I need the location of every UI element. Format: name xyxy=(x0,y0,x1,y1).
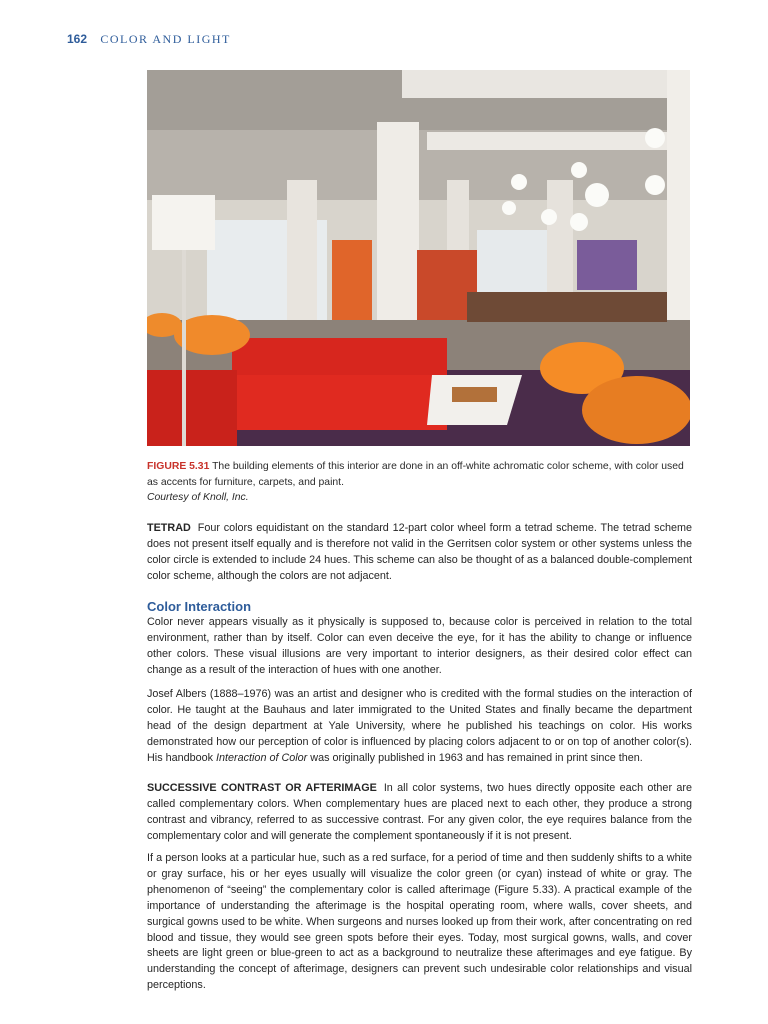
color-interaction-paragraph-2 xyxy=(147,687,692,767)
successive-contrast-lead: SUCCESSIVE CONTRAST OR AFTERIMAGE xyxy=(147,782,377,794)
afterimage-paragraph xyxy=(147,851,692,994)
albers-text-start: Josef Albers (1888–1976) was an artist and designer who is credited with the formal studies on the interaction of color. He taught at the Bauhaus and later immigrated to the United States and finally became the department head of the design department at Yale University, where he published his teachings on color. His works demonstrated how our perception of color is influenced by placing colors adjacent to or on top of another color(s). His handbook xyxy=(147,688,692,764)
page-number: 162 xyxy=(67,32,88,46)
color-interaction-p1-text: Color never appears visually as it physically is supposed to, because color is perceived in relation to the total environment, rather than by itself. Color can even deceive the eye, for it has the ability to change or influence other colors. These visual illusions are very important to interior designers, as their desired color effect can change as a result of the interaction of hues with one another. xyxy=(147,616,692,676)
color-interaction-paragraph-1 xyxy=(147,615,692,679)
running-head xyxy=(67,32,231,47)
figure-credit: Courtesy of Knoll, Inc. xyxy=(147,492,249,503)
interior-illustration xyxy=(147,70,690,446)
book-title: Interaction of Color xyxy=(216,751,308,764)
tetrad-body: Four colors equidistant on the standard 12-part color wheel form a tetrad scheme. The tetrad scheme does not present itself equally and is therefore not valid in the Gerritsen color system or other systems unless the color circle is extended to include 24 hues. This scheme can also be thought of as a balanced double-complement color scheme, although the colors are not adjacent. xyxy=(147,522,692,582)
section-heading-color-interaction: Color Interaction xyxy=(147,599,252,614)
successive-contrast-body: In all color systems, two hues directly opposite each other are called complementary colors. When complementary hues are placed next to each other, they produce a strong contrast and vibrancy, referred to as successive contrast. For any given color, the eye requires balance from the complementary color and will generate the complement spontaneously if it is not present. xyxy=(147,782,692,842)
figure-caption-text: The building elements of this interior are done in an off-white achromatic color scheme, with color used as accents for furniture, carpets, and paint. xyxy=(147,461,684,488)
chapter-title: COLOR AND LIGHT xyxy=(100,32,231,46)
successive-contrast-paragraph xyxy=(147,781,692,845)
figure-caption xyxy=(147,459,692,506)
tetrad-lead: TETRAD xyxy=(147,522,191,534)
tetrad-paragraph xyxy=(147,521,692,585)
afterimage-text: If a person looks at a particular hue, such as a red surface, for a period of time and then suddenly shifts to a white or gray surface, his or her eyes usually will visualize the color green (or cyan) instead of white or gray. The phenomenon of “seeing” the complementary color is called afterimage (Figure 5.33). A practical example of the importance of understanding the afterimage is the hospital operating room, where walls, cover sheets, and surgical gowns used to be white. When surgeons and nurses looked up from their work, after concentrating on red blood and tissue, they would see green spots before their eyes. Today, most surgical gowns, walls, and cover sheets are light green or blue-green to act as a background to neutralize these afterimages and eye fatigue. By understanding the concept of afterimage, designers can prevent such undesirable color relationships and visual perceptions. xyxy=(147,852,692,992)
figure-label: FIGURE 5.31 xyxy=(147,461,210,472)
albers-text-end: was originally published in 1963 and has remained in print since then. xyxy=(307,751,643,764)
interior-photo xyxy=(147,70,690,446)
